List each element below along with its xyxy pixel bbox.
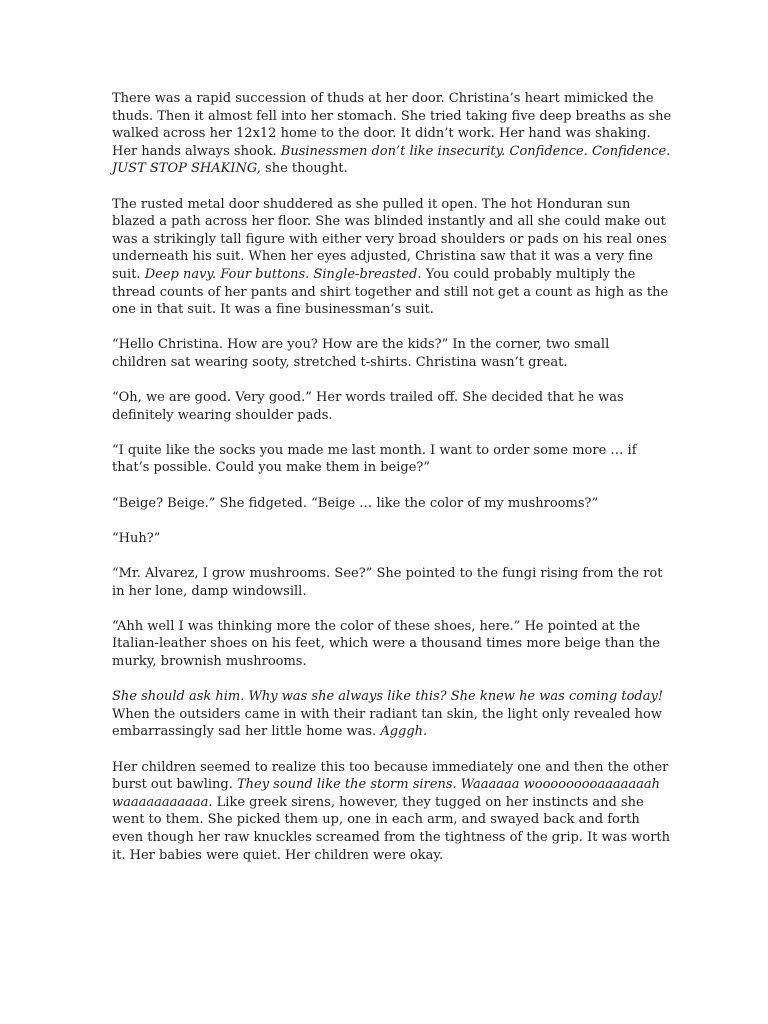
- text-run: went to them. She picked them up, one in each arm, and swayed back and forth: [112, 812, 640, 828]
- text-run: blazed a path across her floor. She was blinded instantly and all she could make out: [112, 214, 666, 230]
- text-line: [112, 125, 660, 143]
- text-line: [112, 407, 660, 425]
- text-line: [112, 354, 660, 372]
- text-line: [112, 143, 671, 161]
- text-line: [112, 284, 669, 302]
- italic-text: She should ask him. Why was she always like this? She knew he was coming today!: [112, 689, 664, 705]
- text-run: Her hands always shook.: [112, 143, 281, 159]
- text-run: You could probably multiply the: [421, 266, 636, 282]
- paragraph: [112, 618, 660, 671]
- paragraph: [112, 495, 660, 513]
- text-line: [112, 759, 669, 777]
- paragraph: [112, 389, 660, 424]
- italic-text: JUST STOP SHAKING,: [112, 161, 261, 177]
- paragraph: [112, 530, 660, 548]
- paragraph: [112, 90, 672, 178]
- text-run: embarrassingly sad her little home was.: [112, 724, 381, 740]
- text-run: even though her raw knuckles screamed from the tightness of the grip. It was worth: [112, 829, 671, 845]
- text-line: [112, 389, 660, 407]
- text-line: [112, 635, 660, 653]
- text-line: [112, 248, 660, 266]
- text-run: “Mr. Alvarez, I grow mushrooms. See?” She pointed to the fungi rising from the rot: [112, 566, 663, 582]
- italic-text: Deep navy. Four buttons. Single-breasted.: [144, 266, 422, 282]
- text-run: The rusted metal door shuddered as she pulled it open. The hot Honduran sun: [112, 196, 631, 212]
- text-line: [112, 653, 660, 671]
- text-run: There was a rapid succession of thuds at her door. Christina’s heart mimicked the: [112, 91, 654, 106]
- text-run: Like greek sirens, however, they tugged on her instincts and she: [212, 794, 644, 810]
- text-line: [112, 231, 667, 249]
- text-run: “Huh?”: [112, 530, 161, 546]
- text-line: [112, 213, 666, 231]
- text-line: [112, 196, 660, 214]
- text-run: in her lone, damp windowsill.: [112, 583, 307, 599]
- text-run: burst out bawling.: [112, 777, 237, 793]
- text-line: [112, 442, 660, 460]
- text-run: murky, brownish mushrooms.: [112, 654, 307, 669]
- text-line: [112, 495, 660, 513]
- text-run: one in that suit. It was a fine businessman’s suit.: [112, 302, 434, 318]
- text-line: [112, 336, 660, 354]
- text-run: children sat wearing sooty, stretched t-shirts. Christina wasn’t great.: [112, 354, 568, 370]
- text-run: it. Her babies were quiet. Her children were okay.: [112, 847, 444, 863]
- text-line: [112, 583, 660, 601]
- text-line: [112, 688, 664, 706]
- text-line: [112, 776, 660, 794]
- text-run: walked across her 12x12 home to the door. It didn’t work. Her hand was shaking.: [112, 126, 651, 142]
- text-run: was a strikingly tall figure with either very broad shoulders or pads on his real ones: [112, 231, 667, 247]
- text-line: [112, 723, 660, 741]
- text-line: [112, 794, 660, 812]
- text-run: Italian-leather shoes on his feet, which were a thousand times more beige than the: [112, 636, 660, 652]
- text-line: [112, 301, 660, 319]
- document-page: [112, 90, 672, 864]
- text-line: [112, 565, 663, 583]
- text-run: thuds. Then it almost fell into her stomach. She tried taking five deep breaths as she: [112, 108, 672, 124]
- paragraph: [112, 759, 671, 865]
- text-line: [112, 618, 660, 636]
- text-run: thread counts of her pants and shirt together and still not get a count as high as the: [112, 284, 669, 300]
- text-line: [112, 459, 660, 477]
- paragraph: [112, 442, 660, 477]
- text-run: “Oh, we are good. Very good.” Her words trailed off. She decided that he was: [112, 390, 624, 406]
- italic-text: They sound like the storm sirens. Waaaaaa wooooooooaaaaaaah: [236, 777, 660, 793]
- paragraph: [112, 565, 663, 600]
- text-run: definitely wearing shoulder pads.: [112, 407, 333, 423]
- text-line: [112, 530, 660, 548]
- text-line: [112, 706, 660, 724]
- text-line: [112, 90, 660, 108]
- text-line: [112, 160, 660, 178]
- text-line: [112, 829, 671, 847]
- text-line: [112, 847, 660, 865]
- text-run: “I quite like the socks you made me last month. I want to order some more … if: [112, 442, 637, 458]
- text-run: she thought.: [260, 161, 348, 177]
- text-line: [112, 266, 660, 284]
- paragraph: [112, 196, 669, 319]
- text-run: Her children seemed to realize this too because immediately one and then the other: [112, 759, 669, 775]
- text-run: “Ahh well I was thinking more the color of these shoes, here.” He pointed at the: [112, 618, 641, 634]
- paragraph: [112, 688, 664, 741]
- paragraph: [112, 336, 660, 371]
- italic-text: waaaaaaaaaaa.: [112, 794, 213, 810]
- text-run: that’s possible. Could you make them in beige?”: [112, 460, 431, 476]
- text-run: underneath his suit. When her eyes adjusted, Christina saw that it was a very fine: [112, 249, 654, 265]
- text-run: When the outsiders came in with their radiant tan skin, the light only revealed how: [112, 706, 662, 722]
- text-run: suit.: [112, 266, 145, 282]
- text-run: “Beige? Beige.” She fidgeted. “Beige … like the color of my mushrooms?”: [112, 495, 599, 511]
- text-run: “Hello Christina. How are you? How are the kids?” In the corner, two small: [112, 337, 610, 353]
- italic-text: Agggh.: [380, 724, 428, 740]
- text-line: [112, 108, 672, 126]
- italic-text: Businessmen don’t like insecurity. Confidence. Confidence.: [280, 143, 671, 159]
- text-line: [112, 811, 660, 829]
